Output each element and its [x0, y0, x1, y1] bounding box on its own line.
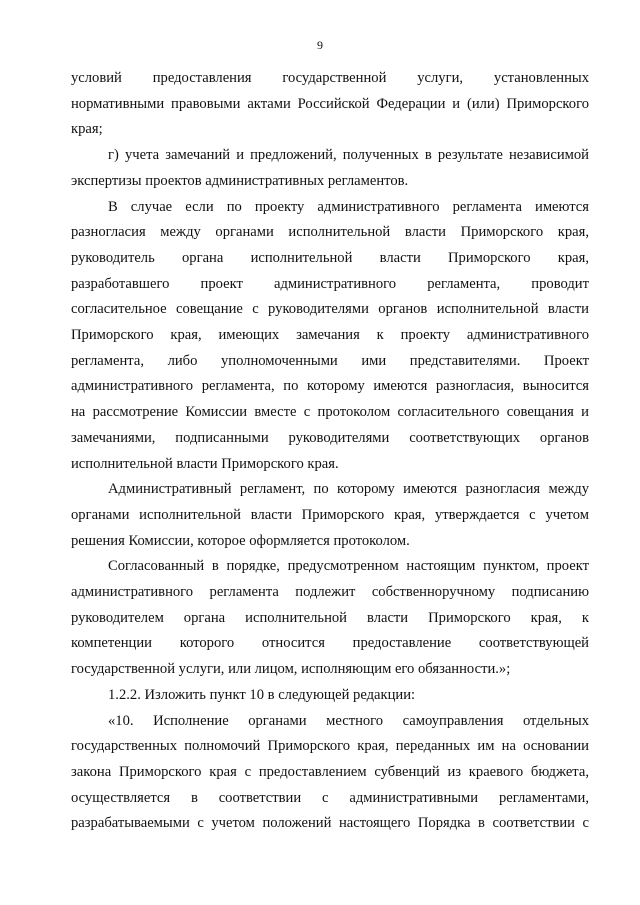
text-line: осуществляется в соответствии с административными регламентами, — [71, 789, 589, 806]
text-line: Административный регламент, по которому имеются разногласия между — [108, 481, 589, 498]
text-line: разногласия между органами исполнительной власти Приморского края, — [71, 224, 589, 241]
text-line: решения Комиссии, которое оформляется протоколом. — [71, 532, 410, 549]
text-line: государственной услуги, или лицом, исполняющим его обязанности.»; — [71, 661, 511, 678]
text-line: административного регламента подлежит собственноручному подписанию — [71, 584, 589, 601]
page-number: 9 — [317, 38, 323, 52]
paragraph — [71, 477, 589, 554]
text-line: Приморского края, имеющих замечания к проекту административного — [71, 327, 589, 344]
text-line: нормативными правовыми актами Российской Федерации и (или) Приморского — [71, 95, 589, 112]
text-line: «10. Исполнение органами местного самоуправления отдельных — [108, 712, 589, 729]
text-line: исполнительной власти Приморского края. — [71, 455, 339, 472]
text-line: государственных полномочий Приморского края, переданных им на основании — [71, 738, 589, 755]
text-line: экспертизы проектов административных регламентов. — [71, 172, 409, 189]
text-line: разрабатываемыми с учетом положений настоящего Порядка в соответствии с — [71, 815, 589, 832]
paragraph — [71, 195, 589, 478]
paragraph — [71, 683, 589, 709]
text-line: согласительное совещание с руководителями органов исполнительной власти — [71, 301, 589, 318]
text-line: условий предоставления государственной услуги, установленных — [71, 70, 589, 86]
text-line: органами исполнительной власти Приморского края, утверждается с учетом — [71, 506, 589, 523]
text-line: руководителем органа исполнительной власти Приморского края, к — [71, 609, 589, 626]
text-line: регламента, либо уполномоченными ими представителями. Проект — [71, 352, 589, 369]
text-line: компетенции которого относится предоставление соответствующей — [71, 635, 589, 652]
text-line: на рассмотрение Комиссии вместе с протоколом согласительного совещания и — [71, 404, 589, 421]
text-line: г) учета замечаний и предложений, полученных в результате независимой — [108, 147, 589, 164]
text-line: замечаниями, подписанными руководителями соответствующих органов — [71, 429, 589, 446]
text-line: края; — [71, 121, 103, 138]
document-body — [71, 66, 589, 837]
text-line: руководитель органа исполнительной власти Приморского края, — [71, 249, 589, 266]
text-line: разработавшего проект административного регламента, проводит — [71, 275, 589, 292]
text-line: Согласованный в порядке, предусмотренном настоящим пунктом, проект — [108, 558, 589, 575]
paragraph — [71, 709, 589, 838]
text-line: административного регламента, по которому имеются разногласия, выносится — [71, 378, 589, 395]
text-line: 1.2.2. Изложить пункт 10 в следующей редакции: — [108, 686, 416, 703]
paragraph — [71, 554, 589, 683]
text-line: В случае если по проекту административного регламента имеются — [108, 198, 589, 215]
paragraph — [71, 143, 589, 194]
text-line: закона Приморского края с предоставлением субвенций из краевого бюджета, — [71, 763, 589, 780]
paragraph — [71, 66, 589, 143]
